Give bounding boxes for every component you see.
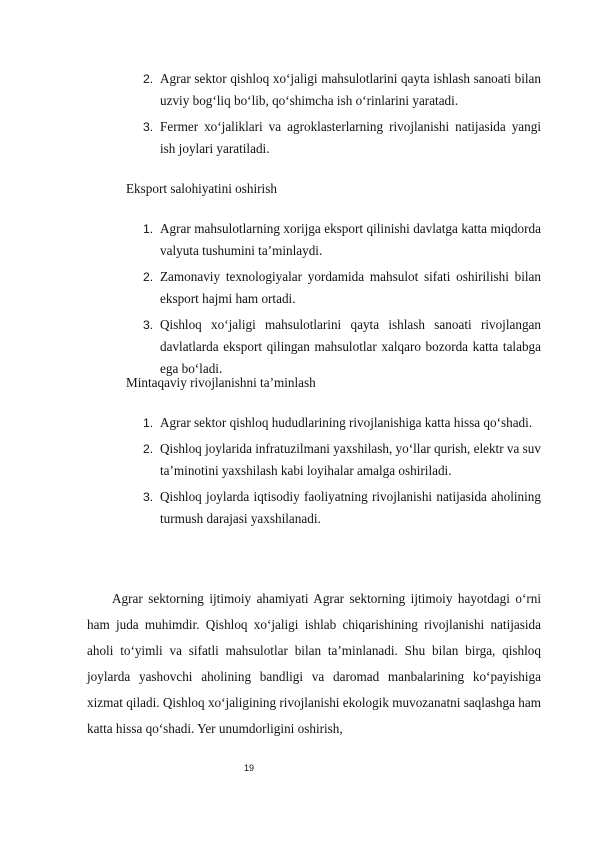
list-item <box>143 412 541 434</box>
list-export <box>143 218 541 384</box>
list-item <box>143 486 541 530</box>
list-item-number: 1. <box>143 222 154 236</box>
list-item <box>143 314 541 380</box>
list-item-number: 2. <box>143 442 154 456</box>
list-item-text: Qishloq joylarida infratuzilmani yaxshilash, yo‘llar qurish, elektr va suv ta’minotini yaxshilash kabi loyihalar amalga oshiriladi. <box>160 441 541 478</box>
list-item-number: 1. <box>143 416 154 430</box>
list-item-text: Fermer xo‘jaliklari va agroklasterlarning rivojlanishi natijasida yangi ish joylari yaratiladi. <box>160 119 541 156</box>
list-regional <box>143 412 541 534</box>
list-item <box>143 438 541 482</box>
list-job-creation <box>143 68 541 164</box>
list-item-text: Agrar sektor qishloq hududlarining rivojlanishiga katta hissa qo‘shadi. <box>160 415 533 430</box>
list-item <box>143 218 541 262</box>
list-item-text: Qishloq xo‘jaligi mahsulotlarini qayta ishlash sanoati rivojlangan davlatlarda eksport qilingan mahsulotlar xalqaro bozorda katta talabga ega bo‘ladi. <box>160 317 541 376</box>
list-item <box>143 116 541 160</box>
list-item-number: 3. <box>143 490 154 504</box>
list-item-number: 3. <box>143 318 154 332</box>
list-item-number: 3. <box>143 120 154 134</box>
list-item-text: Agrar mahsulotlarning xorijga eksport qilinishi davlatga katta miqdorda valyuta tushumini ta’minlaydi. <box>160 221 541 258</box>
page-number: 19 <box>244 763 255 773</box>
list-item-text: Zamonaviy texnologiyalar yordamida mahsulot sifati oshirilishi bilan eksport hajmi ham ortadi. <box>160 269 541 306</box>
list-item-text: Qishloq joylarda iqtisodiy faoliyatning rivojlanishi natijasida aholining turmush darajasi yaxshilanadi. <box>160 489 541 526</box>
list-item-number: 2. <box>143 270 154 284</box>
section-heading-regional: Mintaqaviy rivojlanishni ta’minlash <box>126 375 316 390</box>
list-item <box>143 266 541 310</box>
section-heading-export: Eksport salohiyatini oshirish <box>126 181 277 196</box>
list-item <box>143 68 541 112</box>
body-paragraph: Agrar sektorning ijtimoiy ahamiyati Agrar sektorning ijtimoiy hayotdagi o‘rni ham juda muhimdir. Qishloq xo‘jaligi ishlab chiqarishining rivojlanishi natijasida aholi to‘yimli va sifatli mahsulotlar bilan ta’minlanadi. Shu bilan birga, qishloq joylarda yashovchi aholining bandligi va daromad manbalarining ko‘payishiga xizmat qiladi. Qishloq xo‘jaligining rivojlanishi ekologik muvozanatni saqlashga ham katta hissa qo‘shadi. Yer unumdorligini oshirish, <box>87 591 541 736</box>
list-item-text: Agrar sektor qishloq xo‘jaligi mahsulotlarini qayta ishlash sanoati bilan uzviy bog‘liq bo‘lib, qo‘shimcha ish o‘rinlarini yaratadi. <box>160 71 541 108</box>
list-item-number: 2. <box>143 72 154 86</box>
